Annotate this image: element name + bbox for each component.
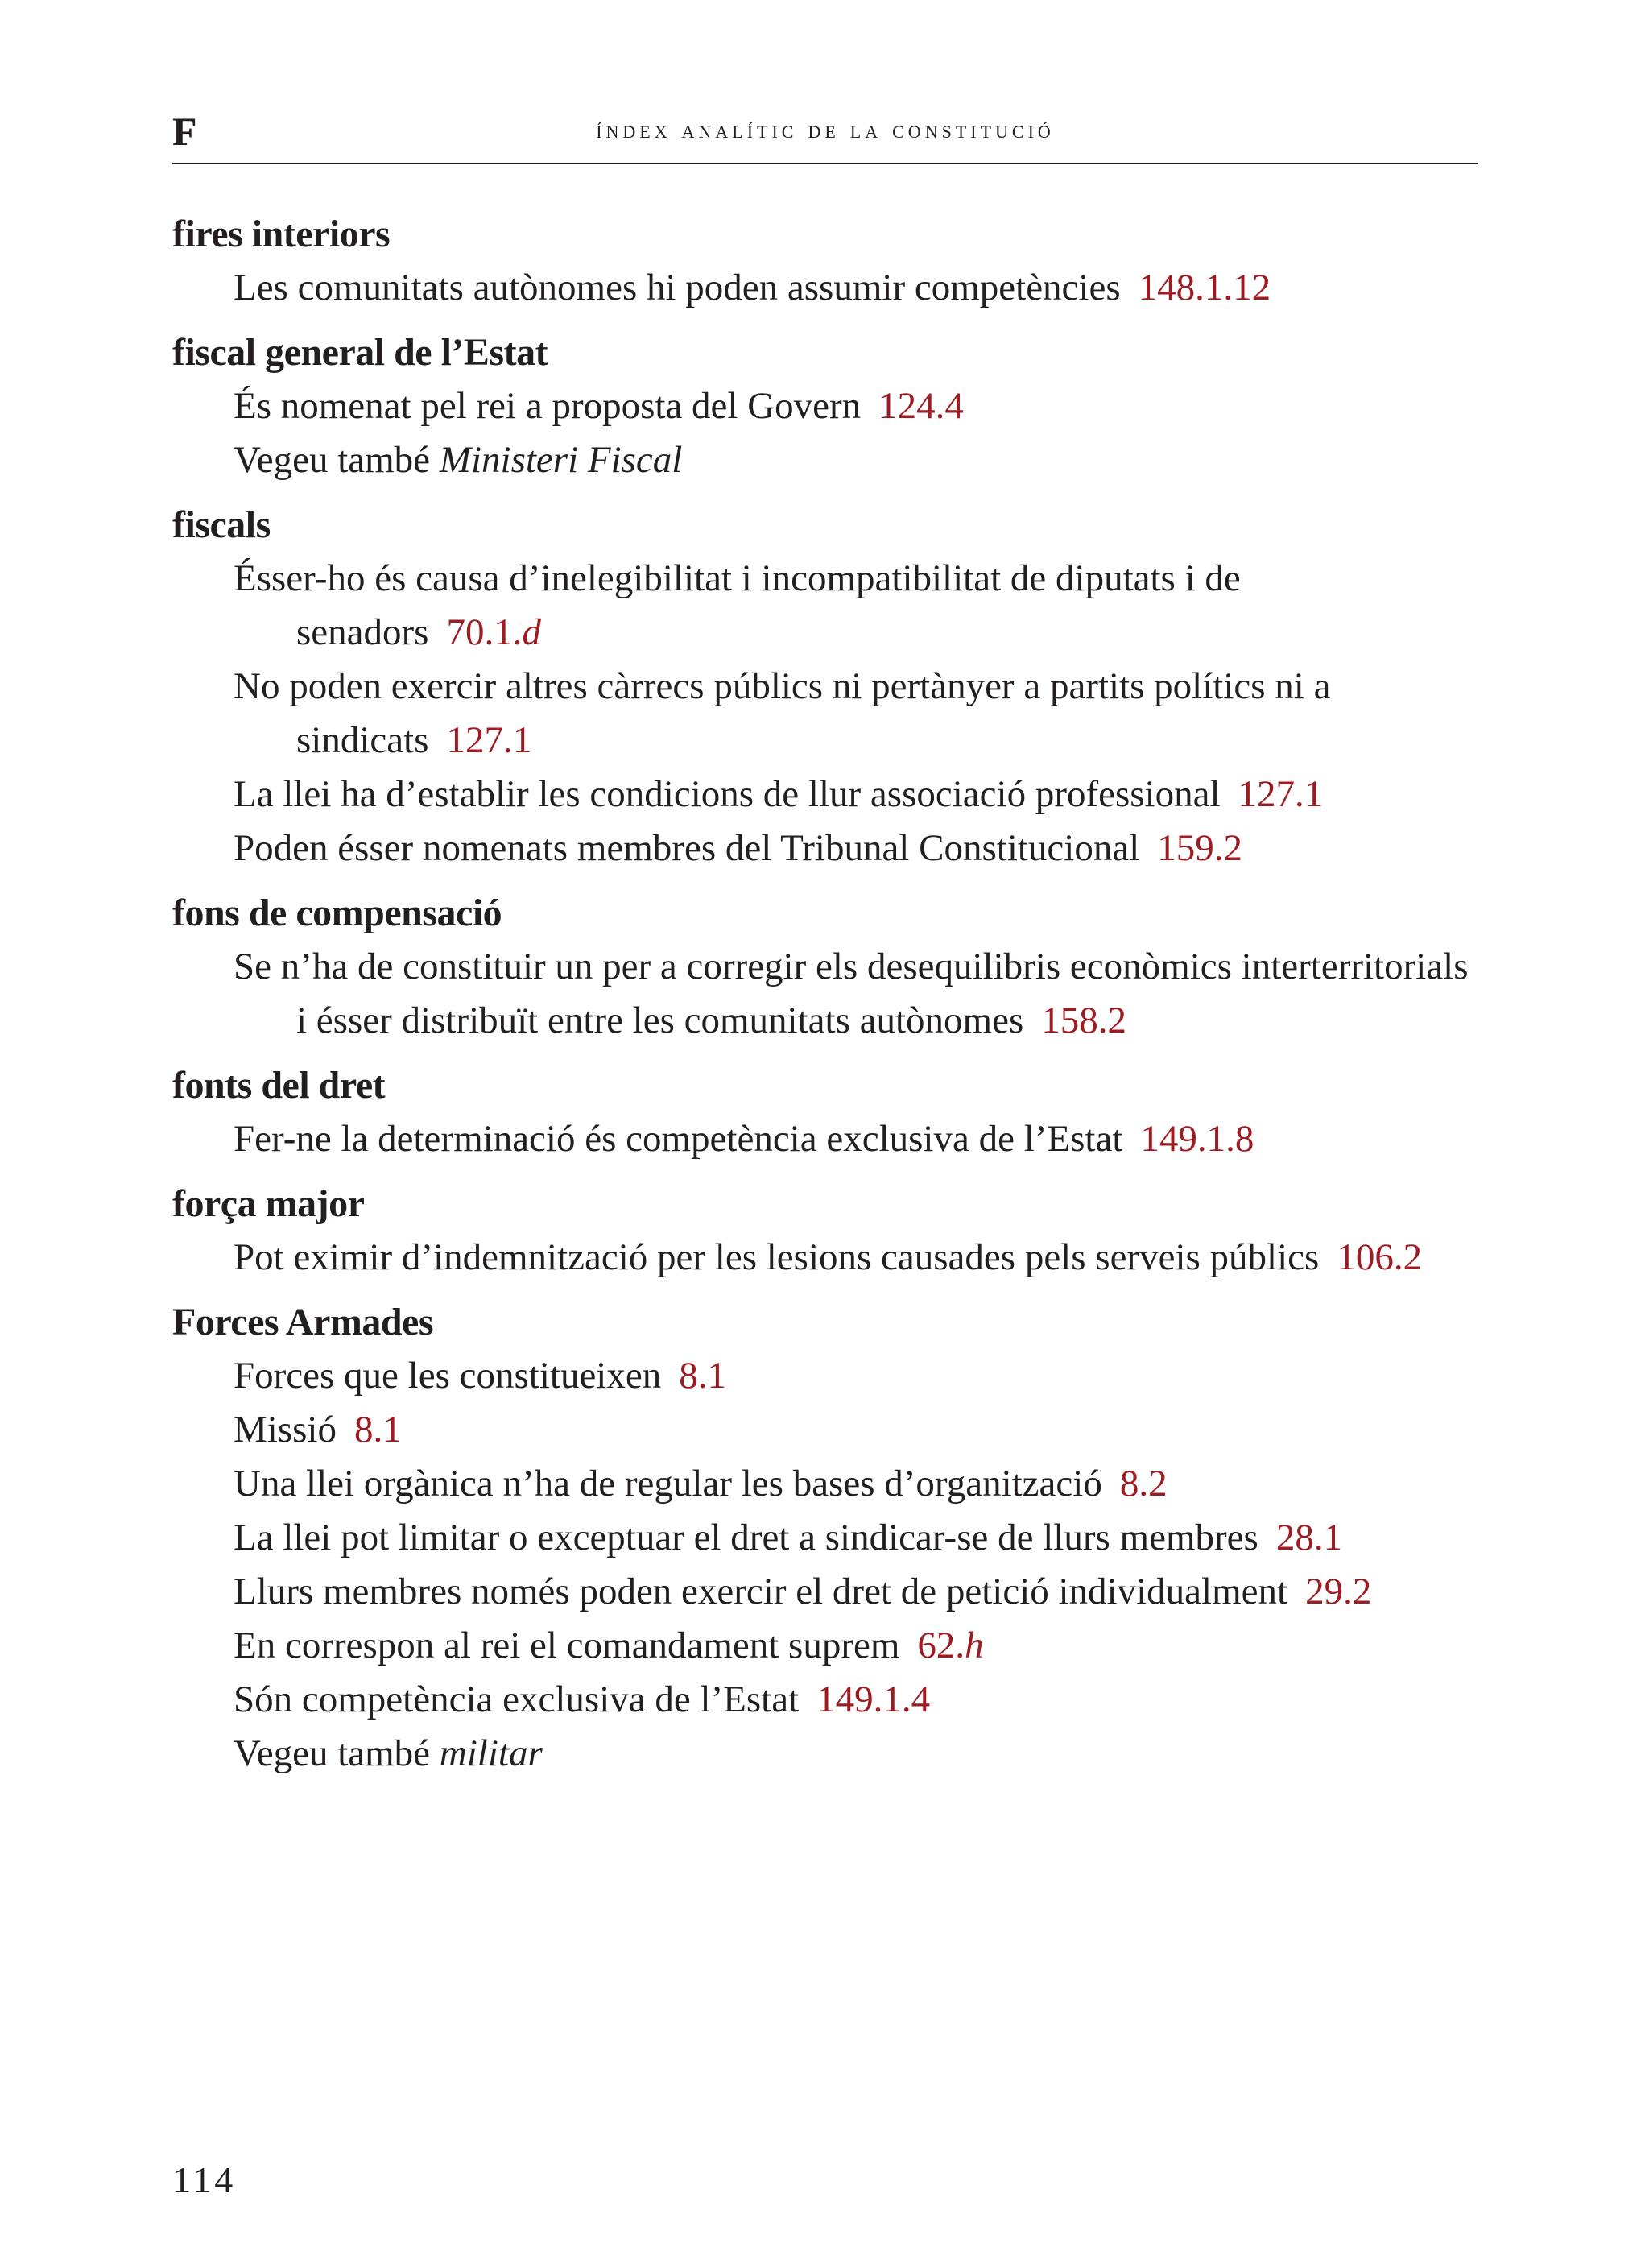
article-number: 158.2: [1041, 999, 1127, 1041]
sub-entry: [172, 1511, 1478, 1565]
sub-entry: [172, 822, 1478, 875]
sub-entry-text: Forces que les constitueixen: [234, 1355, 662, 1397]
entry-term: Forces Armades: [172, 1301, 434, 1343]
article-number: 124.4: [878, 385, 964, 427]
entry-term: fires interiors: [172, 213, 391, 255]
index-entry: [172, 326, 1478, 487]
article-number: 149.1.4: [816, 1678, 931, 1720]
index-entry: [172, 1177, 1478, 1285]
article-number: 148.1.12: [1138, 267, 1271, 308]
article-reference[interactable]: [446, 719, 531, 761]
entry-term: fons de compensació: [172, 892, 502, 934]
sub-entry: [172, 660, 1478, 768]
sub-entry-text: La llei pot limitar o exceptuar el dret a sindicar-se de llurs membres: [234, 1517, 1258, 1558]
running-title: índex analític de la constitució: [596, 114, 1055, 143]
sub-entry-text: Les comunitats autònomes hi poden assumir competències: [234, 267, 1121, 308]
article-reference[interactable]: [1276, 1517, 1342, 1558]
sub-entry-text: Llurs membres només poden exercir el dret de petició individualment: [234, 1571, 1288, 1612]
entry-term: força major: [172, 1182, 365, 1225]
sub-entry-text: En correspon al rei el comandament suprem: [234, 1624, 900, 1666]
entry-term: fonts del dret: [172, 1064, 386, 1107]
article-number: 62.: [917, 1624, 965, 1666]
article-number: 29.2: [1305, 1571, 1372, 1612]
index-entry: [172, 208, 1478, 315]
sub-entry-text: Vegeu també: [234, 439, 431, 481]
sub-entry-text: Poden ésser nomenats membres del Tribunal Constitucional: [234, 827, 1140, 869]
sub-entry: [172, 433, 1478, 487]
sub-entry: [172, 1349, 1478, 1403]
article-reference[interactable]: [1140, 1118, 1254, 1160]
sub-entry: [172, 1457, 1478, 1511]
index-content: [172, 208, 1478, 1792]
article-reference[interactable]: [816, 1678, 930, 1720]
sub-entry-text: Pot eximir d’indemnització per les lesions causades pels serveis públics: [234, 1236, 1320, 1278]
article-reference[interactable]: [446, 611, 541, 653]
sub-entry: [172, 1727, 1478, 1781]
article-number: 70.1.: [446, 611, 523, 653]
sub-entry: [172, 552, 1478, 660]
sub-entry-text: Ésser-ho és causa d’inelegibilitat i incompatibilitat de diputats i de senadors: [234, 557, 1241, 653]
article-reference[interactable]: [1238, 773, 1324, 815]
sub-entry: [172, 261, 1478, 315]
sub-entry: [172, 940, 1478, 1048]
article-reference[interactable]: [878, 385, 964, 427]
entry-term: fiscal general de l’Estat: [172, 331, 548, 374]
sub-entry-text: Se n’ha de constituir un per a corregir els desequilibris econòmics interterritorials i ésser distribuït entre les comunitats autònomes: [234, 946, 1469, 1041]
article-number: 8.2: [1119, 1463, 1168, 1504]
sub-entry: [172, 1231, 1478, 1285]
sub-entry: [172, 1619, 1478, 1673]
index-entry: [172, 887, 1478, 1048]
article-letter: d: [522, 611, 541, 653]
article-reference[interactable]: [354, 1409, 402, 1451]
page-number: 114: [172, 2159, 237, 2200]
sub-entry: [172, 379, 1478, 433]
article-number: 28.1: [1275, 1517, 1343, 1558]
sub-entry: [172, 1112, 1478, 1166]
sub-entry: [172, 1565, 1478, 1619]
sub-entry-text: Fer-ne la determinació és competència exclusiva de l’Estat: [234, 1118, 1123, 1160]
sub-entry-text: Una llei orgànica n’ha de regular les bases d’organització: [234, 1463, 1102, 1504]
article-number: 106.2: [1337, 1236, 1423, 1278]
sub-entry-text: Missió: [234, 1409, 337, 1451]
sub-entry-text: No poden exercir altres càrrecs públics ni pertànyer a partits polítics ni a sindicats: [234, 665, 1331, 761]
sub-entry: [172, 1673, 1478, 1727]
sub-entry-text: Són competència exclusiva de l’Estat: [234, 1678, 800, 1720]
article-reference[interactable]: [917, 1624, 983, 1666]
index-entry: [172, 1059, 1478, 1166]
sub-entry: [172, 768, 1478, 822]
see-also-link[interactable]: Ministeri Fiscal: [439, 439, 683, 481]
article-number: 159.2: [1157, 827, 1243, 869]
index-entry: [172, 1296, 1478, 1781]
article-letter: h: [965, 1624, 984, 1666]
article-reference[interactable]: [1337, 1236, 1422, 1278]
see-also-link[interactable]: militar: [439, 1732, 543, 1774]
sub-entry-text: Vegeu també: [234, 1732, 431, 1774]
article-reference[interactable]: [679, 1355, 726, 1397]
article-number: 127.1: [1238, 773, 1324, 815]
article-reference[interactable]: [1139, 267, 1271, 308]
sub-entry-text: La llei ha d’establir les condicions de llur associació professional: [234, 773, 1221, 815]
article-reference[interactable]: [1120, 1463, 1168, 1504]
entry-term: fiscals: [172, 503, 271, 546]
article-number: 127.1: [446, 719, 532, 761]
article-number: 149.1.8: [1140, 1118, 1254, 1160]
article-number: 8.1: [679, 1355, 726, 1397]
sub-entry: [172, 1403, 1478, 1457]
article-reference[interactable]: [1157, 827, 1242, 869]
index-entry: [172, 499, 1478, 875]
article-reference[interactable]: [1041, 999, 1126, 1041]
sub-entry-text: És nomenat pel rei a proposta del Govern: [234, 385, 862, 427]
article-reference[interactable]: [1305, 1571, 1371, 1612]
section-letter: F: [172, 109, 197, 154]
running-header: [172, 105, 1478, 164]
article-number: 8.1: [354, 1409, 402, 1451]
